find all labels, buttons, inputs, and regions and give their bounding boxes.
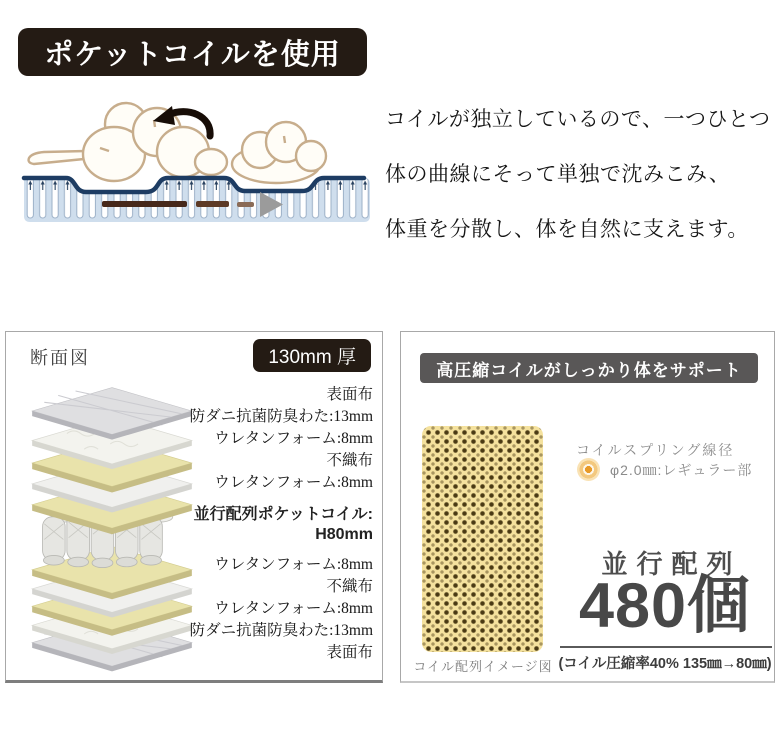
intro-line-1: コイルが独立しているので、一つひとつ <box>385 106 771 131</box>
layer-label: ウレタンフォーム:8mm <box>214 556 373 573</box>
count-divider <box>560 646 772 648</box>
intro-text <box>385 90 777 255</box>
layer-label: 不織布 <box>326 452 373 469</box>
support-banner-text: 高圧縮コイルがしっかり体をサポート <box>436 360 742 380</box>
layer-label-list <box>143 384 373 664</box>
cross-section-heading: 断面図 <box>30 348 90 368</box>
cross-section-panel <box>5 331 383 683</box>
coil-ring-icon <box>577 458 600 481</box>
pocket-coil-label: 並行配列ポケットコイル: H80mm <box>193 506 373 543</box>
intro-line-2: 体の曲線にそって単独で沈みこみ、 <box>385 161 731 186</box>
sleeper-right-icon <box>232 122 326 183</box>
layer-label: 防ダニ抗菌防臭わた:13mm <box>189 622 373 639</box>
coil-support-panel <box>400 331 775 683</box>
layer-label: ウレタンフォーム:8mm <box>214 430 373 447</box>
coil-arrangement-image <box>422 426 543 652</box>
thickness-badge: 130mm 厚 <box>253 339 371 372</box>
page-title: ポケットコイルを使用 <box>44 38 341 71</box>
spring-gauge-heading: コイルスプリング線径 <box>576 442 735 458</box>
layer-label: ウレタンフォーム:8mm <box>214 474 373 491</box>
coil-count: 480個 <box>578 571 752 641</box>
layer-label: 表面布 <box>326 386 373 403</box>
spring-spec-row <box>577 458 752 481</box>
layer-label: ウレタンフォーム:8mm <box>214 600 373 617</box>
spring-spec-text: φ2.0㎜:レギュラー部 <box>610 461 753 478</box>
coil-grid-caption: コイル配列イメージ図 <box>413 659 553 674</box>
title-badge <box>18 28 367 76</box>
mattress-illustration <box>14 92 376 234</box>
support-banner <box>420 353 758 383</box>
compression-note: (コイル圧縮率40% 135㎜→80㎜) <box>558 656 772 672</box>
layer-label: 不織布 <box>326 578 373 595</box>
layer-label: 防ダニ抗菌防臭わた:13mm <box>189 408 373 425</box>
layer-label: 表面布 <box>326 644 373 661</box>
arrangement-label: 並行配列 <box>601 549 742 579</box>
intro-line-3: 体重を分散し、体を自然に支えます。 <box>385 216 749 241</box>
